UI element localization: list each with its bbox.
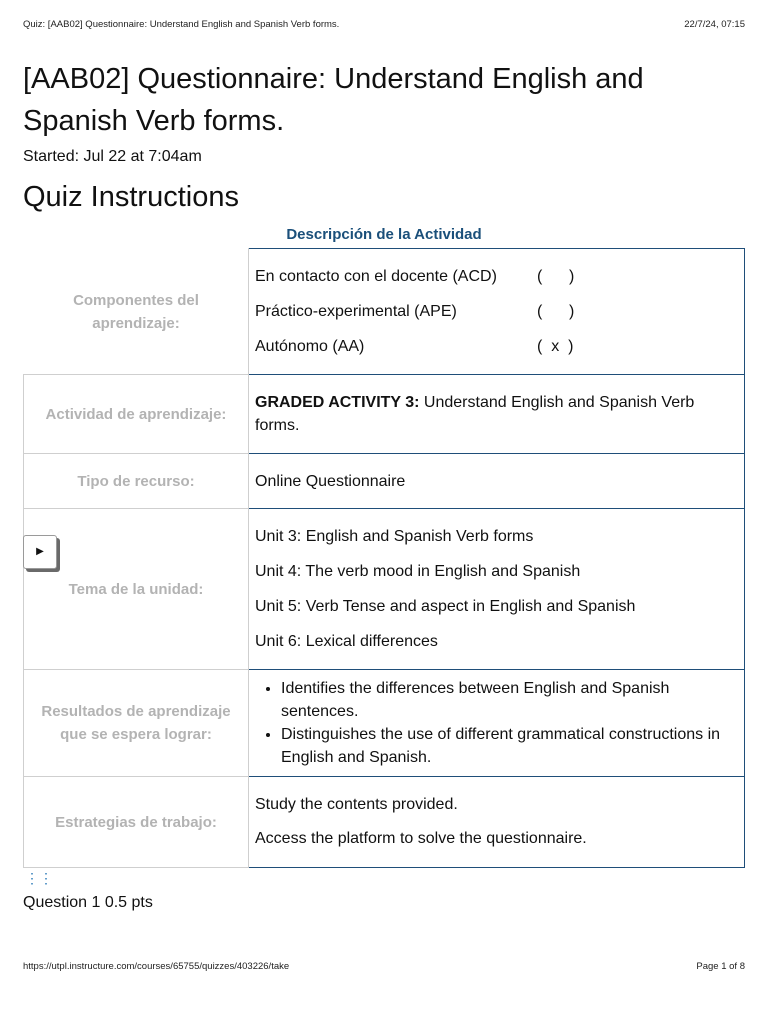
activity-value <box>249 375 745 454</box>
strategy-item: Study the contents provided. <box>255 796 458 813</box>
component-item-label: En contacto con el docente (ACD) <box>255 268 497 285</box>
table-row-unit-topic <box>24 509 745 670</box>
components-value <box>249 249 745 375</box>
results-value <box>249 670 745 777</box>
component-item <box>255 294 738 329</box>
activity-description-table <box>23 248 745 868</box>
table-row-resource <box>24 454 745 509</box>
resource-value: Online Questionnaire <box>249 454 745 509</box>
strategy-item: Access the platform to solve the questionnaire. <box>255 830 587 847</box>
quiz-instructions-heading: Quiz Instructions <box>23 181 239 213</box>
unit-item: Unit 6: Lexical differences <box>255 633 438 650</box>
table-row-components <box>24 249 745 375</box>
strategies-value <box>249 777 745 868</box>
components-label: Componentes del aprendizaje: <box>24 249 249 375</box>
print-footer-url: https://utpl.instructure.com/courses/65755/quizzes/403226/take <box>23 961 290 972</box>
activity-table-caption: Descripción de la Actividad <box>286 226 482 243</box>
question-header: Question 1 0.5 pts <box>23 894 153 911</box>
results-item: • Distinguishes the use of different grammatical constructions in English and Spanish. <box>281 723 738 769</box>
component-item-mark: ( ) <box>537 303 575 320</box>
print-header <box>23 19 745 33</box>
results-list <box>255 677 738 769</box>
started-timestamp: Started: Jul 22 at 7:04am <box>23 148 202 165</box>
component-item <box>255 329 738 364</box>
component-item <box>255 259 738 294</box>
page-title: [AAB02] Questionnaire: Understand English and Spanish Verb forms. <box>23 63 644 137</box>
component-item-mark: ( ) <box>537 268 575 285</box>
activity-bold-label: GRADED ACTIVITY 3: <box>255 394 420 411</box>
resource-label: Tipo de recurso: <box>24 454 249 509</box>
table-row-strategies <box>24 777 745 868</box>
unit-item: Unit 3: English and Spanish Verb forms <box>255 528 534 545</box>
strategies-label: Estrategias de trabajo: <box>24 777 249 868</box>
unit-item: Unit 5: Verb Tense and aspect in English and Spanish <box>255 598 636 615</box>
component-item-label: Autónomo (AA) <box>255 338 365 355</box>
activity-text: Understand English and Spanish Verb forms. <box>255 394 695 434</box>
unit-topic-label: Tema de la unidad: <box>24 509 249 670</box>
table-row-activity <box>24 375 745 454</box>
print-footer <box>23 961 745 975</box>
component-item-label: Práctico-experimental (APE) <box>255 303 457 320</box>
results-label: Resultados de aprendizaje que se espera lograr: <box>24 670 249 777</box>
print-header-title: Quiz: [AAB02] Questionnaire: Understand English and Spanish Verb forms. <box>23 19 340 30</box>
print-header-datetime: 22/7/24, 07:15 <box>684 19 745 30</box>
activity-label: Actividad de aprendizaje: <box>24 375 249 454</box>
play-icon: ▶ <box>36 546 44 557</box>
table-row-results <box>24 670 745 777</box>
unit-topic-value <box>249 509 745 670</box>
component-item-mark: ( x ) <box>537 338 574 355</box>
unit-item: Unit 4: The verb mood in English and Spanish <box>255 563 581 580</box>
play-button[interactable] <box>23 535 57 569</box>
results-item: • Identifies the differences between English and Spanish sentences. <box>281 677 738 723</box>
print-footer-page: Page 1 of 8 <box>696 961 745 972</box>
drag-handle-icon[interactable]: ⋮⋮ <box>25 870 53 886</box>
